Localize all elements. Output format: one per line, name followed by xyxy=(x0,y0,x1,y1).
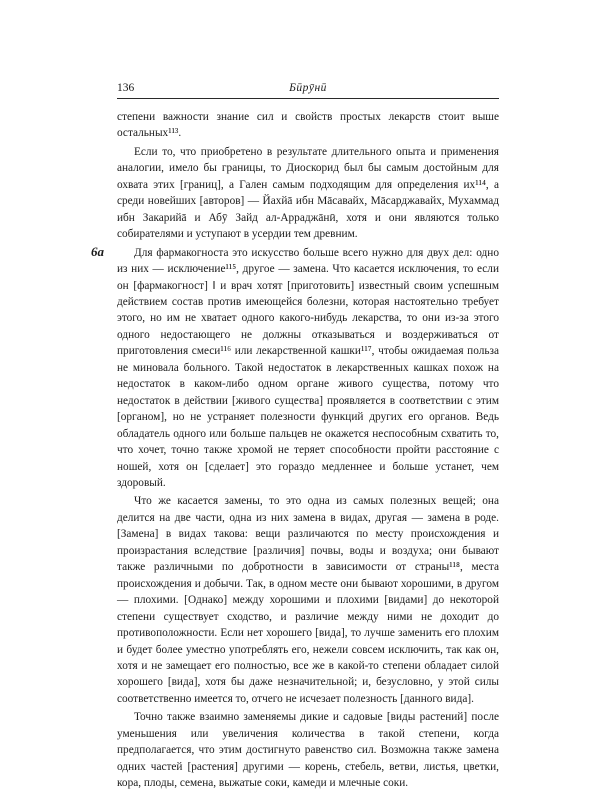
header-rule xyxy=(117,98,499,99)
running-title: Бӣрӯнӣ xyxy=(289,82,327,94)
paragraph-4: Что же касается замены, то это одна из самых полезных вещей; она делится на две части, одна из них замена в видах, другая — замена в роде. [Замена] в видах такова: вещи различаются по месту происхождения и произрастания вследствие [различия] почвы, воды и воздуха; они бывают также различными по добротности в зависимости от страны¹¹⁸, места происхождения и добычи. Так, в одном месте они бывают хорошими, в другом — плохими. [Однако] между хорошими и плохими [видами] до некоторой степени существует сходство, и различие между ними не доходит до противоположности. Если нет хорошего [вида], то лучше заменить его плохим и будет более уместно употреблять его, нежели совсем исключить, так как он, хотя и не замещает его полностью, все же в какой-то степени обладает силой хорошего [вида], хотя бы даже незначительной; и, безусловно, у этой силы соответственно имеется то, отчего не исчезает полезность [данного вида]. xyxy=(117,495,499,705)
paragraph-2: Если то, что приобретено в результате длительного опыта и применения аналогии, имело бы границы, то Диоскорид был бы самым достойным для охвата этих [границ], а Гален самым подходящим для определения их¹¹⁴, а среди новейших [авторов] — Йахйā ибн Мāсавайх, Мāсарджавайх, Мухаммад ибн Закарийā и Абӯ Зайд ал-Арраджāнӣ, хотя и они являются только собирателями и уступают в усердии тем древним. xyxy=(117,145,499,241)
paragraph-3: Для фармакогноста это искусство больше всего нужно для двух дел: одно из них — исключение¹¹⁵, другое — замена. Что касается исключения, то если он [фармакогност] ‖ и врач хотят [приготовить] известный своим успешным действием состав против имеющейся болезни, которая настоятельно требует этого, но им не хватает одного какого-нибудь лекарства, то они из-за этого одного недостающего не должны отказываться и воздерживаться от приготовления смеси¹¹⁶ или лекарственной кашки¹¹⁷, чтобы ожидаемая польза не миновала больного. Такой недостаток в лекарственных кашках похож на недостаток в каком-либо одном органе живого существа, потому что недостаток в действии [живого существа] проявляется в соответствии с этим [органом], но не устраняет полезности функций других его органов. Ведь обладатель одного или больше пальцев не окажется неспособным схватить то, что хочет, точно также хромой не теряет способности пройти расстояние с ношей, хотя он [сделает] это гораздо медленнее и больше устанет, чем здоровый. xyxy=(117,246,499,489)
paragraph-1: степени важности знание сил и свойств простых лекарств стоит выше остальных¹¹³. xyxy=(117,111,499,140)
folio-margin-mark: 6а xyxy=(91,244,104,259)
running-header xyxy=(117,80,499,98)
body-text xyxy=(117,109,499,792)
paragraph-5: Точно также взаимно заменяемы дикие и садовые [виды растений] после уменьшения или увеличения количества в такой степени, когда предполагается, что этим достигнуто равенство сил. Возможна также замена одних частей [растения] другими — корень, стебель, ветви, листья, цветки, кора, плоды, семена, выжатые соки, камеди и млечные соки. xyxy=(117,711,499,790)
page-number: 136 xyxy=(117,82,135,94)
